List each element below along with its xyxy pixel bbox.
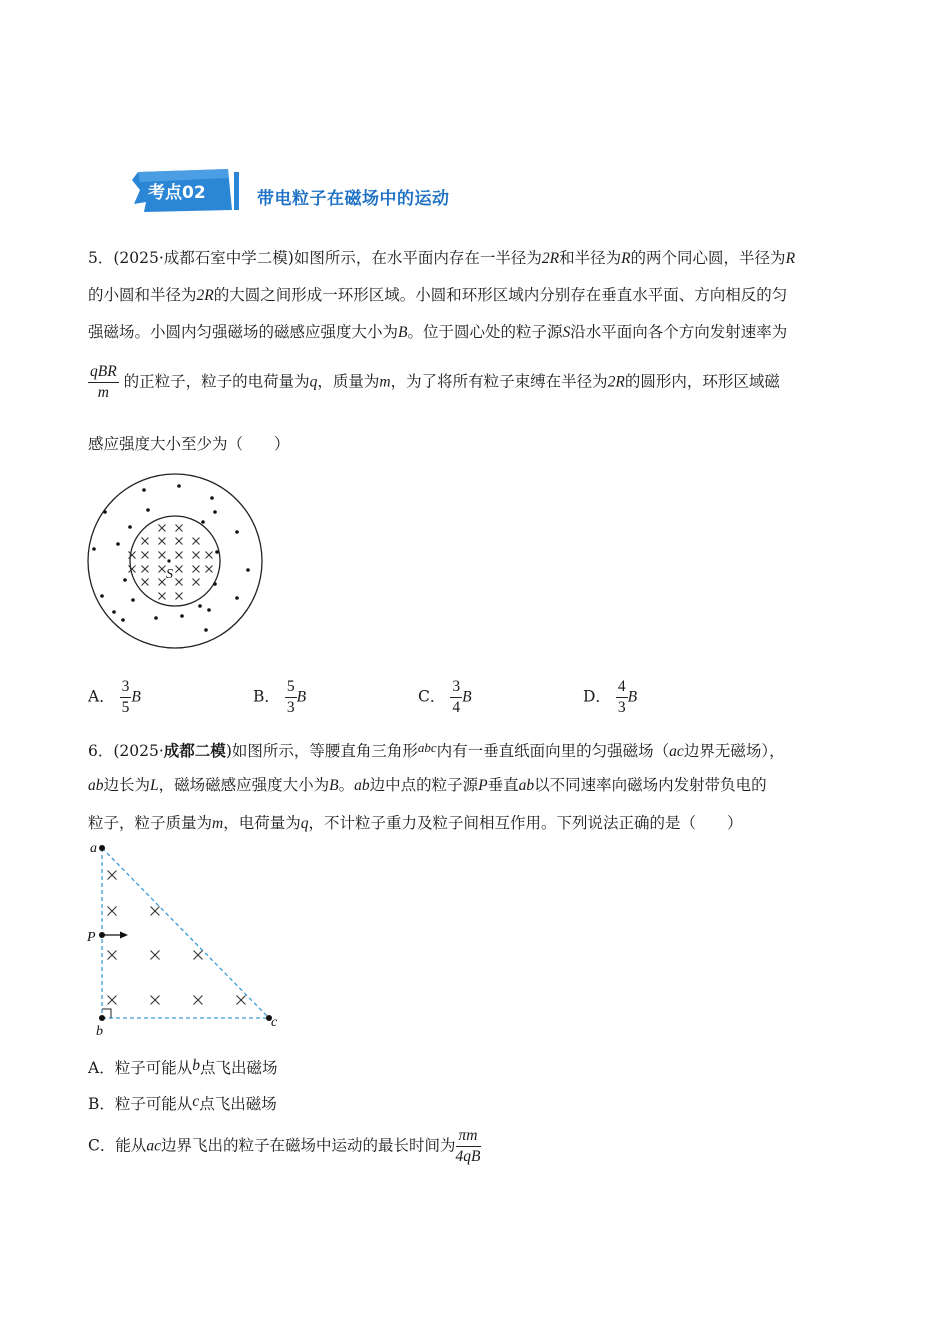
- q5-text: 的圆形内，环形区域磁: [624, 372, 780, 391]
- q6-option-b[interactable]: [88, 1091, 277, 1115]
- q6-option-c[interactable]: [88, 1126, 481, 1167]
- fraction-numerator: qBR: [88, 362, 119, 383]
- field-cross: [159, 579, 166, 586]
- field-cross: [159, 525, 166, 532]
- q6-var: L: [150, 777, 159, 794]
- fraction-numerator: πm: [456, 1126, 481, 1147]
- q5-option-c[interactable]: [418, 677, 472, 718]
- option-text: A．粒子可能从: [88, 1059, 193, 1077]
- label-a: a: [90, 841, 97, 856]
- field-cross: [176, 593, 183, 600]
- velocity-arrowhead: [120, 932, 128, 939]
- outer-circle: [88, 474, 262, 648]
- field-cross: [176, 552, 183, 559]
- q6-var: ab: [88, 777, 104, 794]
- field-cross: [108, 871, 117, 880]
- field-cross: [142, 566, 149, 573]
- q5-option-a[interactable]: [88, 677, 141, 718]
- q5-text: ，质量为: [317, 372, 380, 391]
- q5-text: 。位于圆心处的粒子源: [407, 323, 563, 341]
- q6-text: 边界无磁场），: [683, 742, 785, 760]
- source-label-S: S: [166, 567, 173, 582]
- source-dot: [167, 559, 170, 562]
- q5-var: B: [398, 324, 408, 341]
- vertex-b-dot: [99, 1015, 105, 1021]
- field-cross: [129, 552, 136, 559]
- field-dot: [246, 568, 250, 572]
- q5-var: 2R: [541, 250, 560, 267]
- option-text: B．粒子可能从: [88, 1095, 193, 1113]
- field-cross: [129, 566, 136, 573]
- q6-line-1: [88, 737, 785, 763]
- q6-source: 成都二模: [163, 741, 226, 760]
- section-tag-text: 考点02: [148, 183, 206, 203]
- q5-var: 2R: [196, 287, 214, 304]
- field-cross: [193, 552, 200, 559]
- q6-text: 内有一垂直纸面向里的匀强磁场（: [436, 742, 670, 760]
- q6-var: q: [300, 815, 309, 832]
- q6-text: )如图所示，等腰直角三角形: [225, 742, 418, 760]
- q6-option-a[interactable]: [88, 1055, 277, 1079]
- q6-line-2: [88, 774, 767, 797]
- option-text: C．能从: [88, 1136, 147, 1155]
- q6-var: B: [329, 777, 339, 794]
- field-dot: [128, 525, 132, 529]
- field-dot: [204, 628, 208, 632]
- field-dot: [235, 596, 239, 600]
- q5-text: ，为了将所有粒子束缚在半径为: [390, 372, 608, 391]
- option-fraction: [616, 677, 628, 718]
- field-cross: [151, 996, 160, 1005]
- q5-velocity-fraction: [88, 362, 119, 403]
- option-var: c: [192, 1093, 200, 1110]
- fraction-denominator: 3: [617, 699, 626, 716]
- option-label: C．: [418, 687, 446, 706]
- q5-line-4: [88, 362, 780, 403]
- field-dot: [215, 550, 219, 554]
- option-label: A．: [88, 687, 115, 706]
- q5-text: 的大圆之间形成一环形区域。小圆和环形区域内分别存在垂直水平面、方向相反的匀: [213, 286, 788, 304]
- q5-var: m: [379, 373, 391, 391]
- option-fraction: [450, 677, 462, 718]
- option-fraction: [456, 1126, 481, 1167]
- field-dot: [210, 496, 214, 500]
- q6-var: m: [212, 815, 224, 832]
- section-title: 带电粒子在磁场中的运动: [257, 189, 450, 209]
- field-cross: [206, 566, 213, 573]
- q5-var: q: [309, 373, 318, 391]
- q5-var: R: [785, 250, 796, 267]
- q5-line-3: [88, 321, 787, 344]
- option-var: ac: [146, 1137, 162, 1155]
- q5-concentric-circles-figure: [82, 470, 268, 652]
- label-P: P: [87, 930, 96, 945]
- q5-text: 5．(2025·成都石室中学二模)如图所示，在水平面内存在一半径为: [88, 249, 542, 267]
- field-cross: [194, 996, 203, 1005]
- q6-var: ab: [518, 777, 535, 794]
- field-dot: [207, 608, 211, 612]
- q6-text: ，磁场磁感应强度大小为: [158, 776, 330, 794]
- fraction-denominator: 3: [286, 699, 295, 716]
- option-text: 点飞出磁场: [199, 1059, 278, 1077]
- fraction-numerator: 3: [450, 677, 462, 698]
- field-cross: [176, 525, 183, 532]
- q5-line-1: [88, 247, 795, 270]
- option-text: 边界飞出的粒子在磁场中运动的最长时间为: [161, 1136, 456, 1155]
- field-dot: [198, 604, 202, 608]
- q6-text: 粒子，粒子质量为: [88, 814, 213, 832]
- field-cross: [176, 566, 183, 573]
- q6-text: 6．(2025·: [88, 742, 164, 760]
- field-dot: [177, 484, 181, 488]
- field-cross: [108, 951, 117, 960]
- field-dot: [142, 488, 146, 492]
- section-tag: [128, 166, 244, 214]
- field-cross: [142, 538, 149, 545]
- label-c: c: [271, 1015, 278, 1030]
- field-cross: [194, 951, 203, 960]
- field-cross: [237, 996, 246, 1005]
- q5-text: 的小圆和半径为: [88, 286, 197, 304]
- field-cross: [193, 538, 200, 545]
- field-dot: [213, 582, 217, 586]
- vertex-a-dot: [99, 845, 105, 851]
- field-cross: [176, 538, 183, 545]
- q5-var: 2R: [607, 373, 625, 391]
- inner-circle: [130, 516, 220, 606]
- field-dot: [235, 530, 239, 534]
- q6-line-3: [88, 812, 743, 835]
- field-cross: [193, 566, 200, 573]
- fraction-denominator: m: [97, 384, 109, 401]
- q5-var: R: [621, 250, 631, 267]
- option-unit: B: [462, 688, 472, 706]
- field-dot: [123, 578, 127, 582]
- q6-var: abc: [417, 740, 437, 755]
- q5-line-2: [88, 284, 787, 307]
- field-crosses: [108, 871, 246, 1005]
- option-unit: B: [296, 688, 307, 706]
- fraction-numerator: 4: [616, 677, 628, 698]
- field-dot: [103, 510, 107, 514]
- q6-text: 边长为: [103, 776, 151, 794]
- field-dot: [92, 547, 96, 551]
- q5-text: 的正粒子，粒子的电荷量为: [123, 372, 310, 391]
- q5-text: 和半径为: [559, 249, 622, 267]
- field-dot: [180, 614, 184, 618]
- field-dot: [154, 616, 158, 620]
- field-cross: [159, 566, 166, 573]
- field-cross: [206, 552, 213, 559]
- q6-var: ac: [669, 743, 684, 760]
- option-unit: B: [627, 688, 638, 706]
- q6-text: 垂直: [487, 776, 519, 794]
- option-text: 点飞出磁场: [199, 1095, 277, 1113]
- field-dot: [116, 542, 120, 546]
- fraction-denominator: 4: [452, 699, 461, 716]
- q5-text: 感应强度大小至少为（ ）: [88, 435, 290, 453]
- fraction-numerator: 3: [120, 677, 132, 698]
- q6-text: 。: [338, 776, 355, 794]
- field-cross: [159, 552, 166, 559]
- option-label: D．: [583, 687, 611, 706]
- out-of-page-field-dots: [92, 484, 250, 632]
- fraction-denominator: 5: [121, 699, 130, 716]
- q5-option-d[interactable]: [583, 677, 637, 718]
- q5-line-5: [88, 433, 290, 455]
- field-cross: [151, 907, 160, 916]
- label-b: b: [96, 1024, 103, 1038]
- option-label: B．: [253, 687, 280, 706]
- field-cross: [151, 951, 160, 960]
- field-cross: [108, 907, 117, 916]
- q5-text: 强磁场。小圆内匀强磁场的磁感应强度大小为: [88, 323, 399, 341]
- field-cross: [176, 579, 183, 586]
- q6-text: 边中点的粒子源: [369, 776, 479, 794]
- field-dot: [121, 618, 125, 622]
- edge-ac: [102, 848, 269, 1018]
- option-unit: B: [131, 688, 141, 706]
- q5-text: 的两个同心圆，半径为: [630, 249, 786, 267]
- field-cross: [193, 579, 200, 586]
- field-dot: [146, 508, 150, 512]
- field-cross: [142, 552, 149, 559]
- q6-var: ab: [354, 777, 370, 794]
- field-dot: [201, 520, 205, 524]
- fraction-numerator: 5: [285, 677, 297, 698]
- field-cross: [159, 538, 166, 545]
- q6-text: 以不同速率向磁场内发射带负电的: [534, 776, 767, 794]
- option-fraction: [285, 677, 297, 718]
- option-var: b: [192, 1057, 200, 1074]
- field-cross: [142, 579, 149, 586]
- field-cross: [108, 996, 117, 1005]
- field-dot: [213, 510, 217, 514]
- option-fraction: [120, 677, 132, 718]
- q6-var: P: [478, 777, 488, 794]
- q6-text: ，电荷量为: [223, 814, 301, 832]
- q5-option-b[interactable]: [253, 677, 306, 718]
- q5-var: S: [562, 324, 571, 341]
- field-cross: [159, 593, 166, 600]
- field-dot: [112, 610, 116, 614]
- q5-text: 沿水平面向各个方向发射速率为: [570, 323, 788, 341]
- field-dot: [131, 598, 135, 602]
- q6-text: ，不计粒子重力及粒子间相互作用。下列说法正确的是（ ）: [308, 814, 743, 832]
- fraction-denominator: 4qB: [455, 1148, 481, 1165]
- field-dot: [100, 594, 104, 598]
- q6-triangle-figure: [84, 838, 284, 1038]
- into-page-field-crosses: [129, 525, 213, 600]
